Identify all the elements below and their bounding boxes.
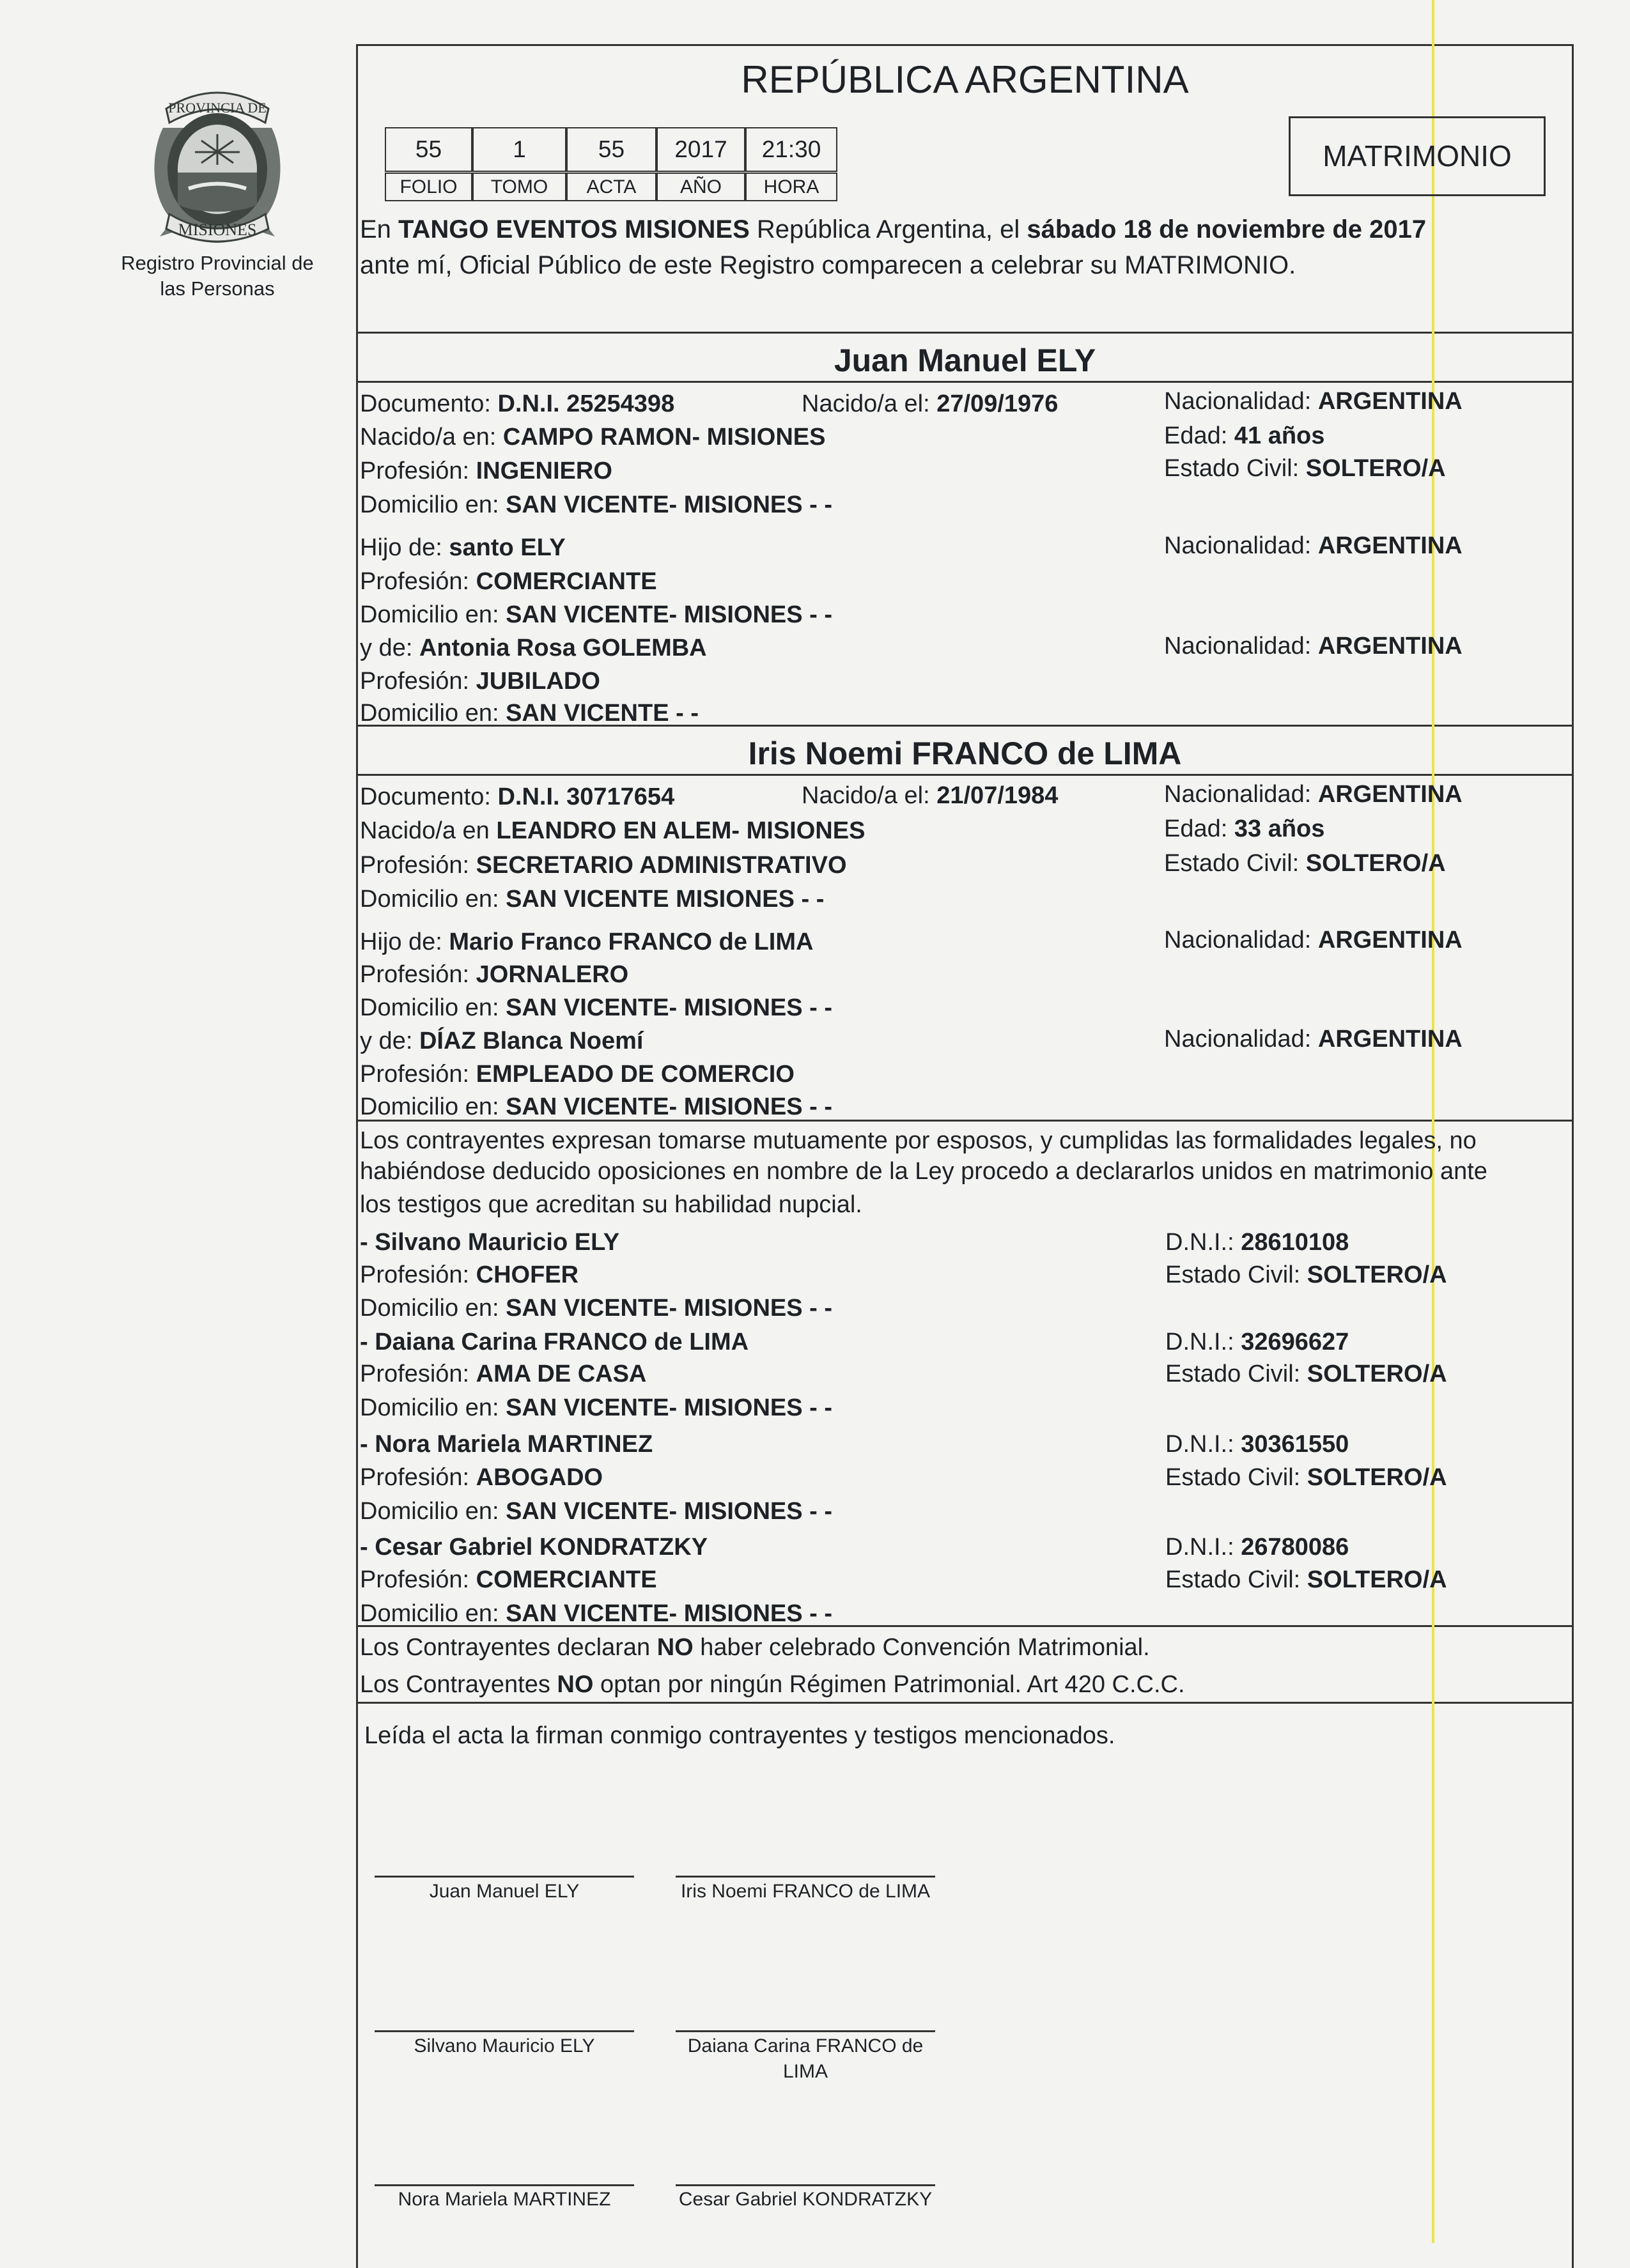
signature-line <box>375 2030 634 2032</box>
spouse2-birth-date: Nacido/a el: 21/07/1984 <box>802 782 1059 809</box>
signature-line <box>375 2184 634 2186</box>
witness-2-civil-status: Estado Civil: SOLTERO/A <box>1165 1361 1447 1387</box>
spouse1-birth-date: Nacido/a el: 27/09/1976 <box>802 390 1059 417</box>
spouse2-mother: y de: DÍAZ Blanca Noemí <box>360 1028 644 1054</box>
spouse1-father-nationality: Nacionalidad: ARGENTINA <box>1164 532 1463 559</box>
anio-label: AÑO <box>656 173 745 201</box>
declaration-line-3: los testigos que acreditan su habilidad nupcial. <box>360 1191 862 1218</box>
signature-witness-4: Cesar Gabriel KONDRATZKY <box>678 2189 933 2210</box>
signature-spouse2: Iris Noemi FRANCO de LIMA <box>680 1881 931 1902</box>
folio-label: FOLIO <box>385 173 472 201</box>
spouse1-mother: y de: Antonia Rosa GOLEMBA <box>360 635 707 661</box>
seal-text-top: PROVINCIA DE <box>168 100 267 116</box>
spouse2-nationality: Nacionalidad: ARGENTINA <box>1164 781 1463 808</box>
witness-4-address: Domicilio en: SAN VICENTE- MISIONES - - <box>360 1600 832 1627</box>
province-seal-logo <box>137 83 297 249</box>
spouse1-profession: Profesión: INGENIERO <box>360 458 612 484</box>
signature-line <box>375 1876 634 1878</box>
highlighter-mark <box>1432 0 1434 2243</box>
signature-witness-1: Silvano Mauricio ELY <box>414 2035 595 2056</box>
witness-3-address: Domicilio en: SAN VICENTE- MISIONES - - <box>360 1498 832 1525</box>
hora-value: 21:30 <box>745 127 837 172</box>
seal-text-bottom: MISIONES <box>178 220 257 239</box>
spouse2-father-profession: Profesión: JORNALERO <box>360 961 629 988</box>
anio-value: 2017 <box>656 127 745 172</box>
witness-2-profession: Profesión: AMA DE CASA <box>360 1361 647 1387</box>
spouse2-father: Hijo de: Mario Franco FRANCO de LIMA <box>360 929 814 955</box>
spouse2-age: Edad: 33 años <box>1164 815 1325 842</box>
spouse2-name: Iris Noemi FRANCO de LIMA <box>748 736 1182 771</box>
spouse1-name: Juan Manuel ELY <box>834 343 1096 378</box>
intro-line-1: En TANGO EVENTOS MISIONES República Argentina, el sábado 18 de noviembre de 2017 <box>360 215 1427 243</box>
registry-label: Registro Provincial de las Personas <box>121 252 314 300</box>
spouse1-document: Documento: D.N.I. 25254398 <box>360 390 675 417</box>
witness-3-civil-status: Estado Civil: SOLTERO/A <box>1165 1464 1447 1491</box>
witness-3-profession: Profesión: ABOGADO <box>360 1464 603 1491</box>
signature-line <box>676 1876 935 1878</box>
spouse2-civil-status: Estado Civil: SOLTERO/A <box>1164 850 1446 877</box>
spouse2-mother-profession: Profesión: EMPLEADO DE COMERCIO <box>360 1061 795 1088</box>
signature-witness-3: Nora Mariela MARTINEZ <box>398 2189 611 2210</box>
witness-4-name: - Cesar Gabriel KONDRATZKY <box>360 1534 708 1561</box>
signature-line <box>676 2030 935 2032</box>
witness-3-dni: D.N.I.: 30361550 <box>1165 1431 1349 1458</box>
witness-3-name: - Nora Mariela MARTINEZ <box>360 1431 653 1458</box>
witness-1-civil-status: Estado Civil: SOLTERO/A <box>1165 1261 1447 1288</box>
spouse1-mother-address: Domicilio en: SAN VICENTE - - <box>360 700 699 727</box>
spouse1-mother-nationality: Nacionalidad: ARGENTINA <box>1164 633 1463 660</box>
witness-1-dni: D.N.I.: 28610108 <box>1165 1229 1349 1256</box>
spouse2-mother-nationality: Nacionalidad: ARGENTINA <box>1164 1026 1463 1053</box>
acta-label: ACTA <box>566 173 656 201</box>
divider <box>356 381 1574 383</box>
closing-statement: Leída el acta la firman conmigo contrayentes y testigos mencionados. <box>364 1722 1115 1749</box>
divider <box>356 1702 1574 1704</box>
witness-1-address: Domicilio en: SAN VICENTE- MISIONES - - <box>360 1295 832 1322</box>
spouse2-profession: Profesión: SECRETARIO ADMINISTRATIVO <box>360 852 847 879</box>
witness-2-address: Domicilio en: SAN VICENTE- MISIONES - - <box>360 1394 832 1421</box>
witness-4-civil-status: Estado Civil: SOLTERO/A <box>1165 1566 1447 1593</box>
spouse2-mother-address: Domicilio en: SAN VICENTE- MISIONES - - <box>360 1093 832 1120</box>
spouse1-father: Hijo de: santo ELY <box>360 534 566 561</box>
divider <box>356 332 1574 334</box>
witness-2-dni: D.N.I.: 32696627 <box>1165 1329 1349 1355</box>
spouse1-father-address: Domicilio en: SAN VICENTE- MISIONES - - <box>360 601 832 628</box>
spouse2-birthplace: Nacido/a en LEANDRO EN ALEM- MISIONES <box>360 817 865 844</box>
witness-4-profession: Profesión: COMERCIANTE <box>360 1566 657 1593</box>
spouse2-father-nationality: Nacionalidad: ARGENTINA <box>1164 927 1463 953</box>
spouse1-civil-status: Estado Civil: SOLTERO/A <box>1164 455 1446 482</box>
signature-spouse1: Juan Manuel ELY <box>429 1881 580 1902</box>
witness-1-name: - Silvano Mauricio ELY <box>360 1229 620 1256</box>
spouse1-nationality: Nacionalidad: ARGENTINA <box>1164 388 1463 415</box>
spouse2-document: Documento: D.N.I. 30717654 <box>360 783 675 810</box>
signature-witness-2: Daiana Carina FRANCO de LIMA <box>687 2035 924 2082</box>
spouse1-age: Edad: 41 años <box>1164 422 1325 449</box>
spouse2-address: Domicilio en: SAN VICENTE MISIONES - - <box>360 886 825 913</box>
spouse1-birthplace: Nacido/a en: CAMPO RAMON- MISIONES <box>360 424 826 451</box>
spouse1-mother-profession: Profesión: JUBILADO <box>360 668 600 695</box>
hora-label: HORA <box>745 173 837 201</box>
signature-line <box>676 2184 935 2186</box>
tomo-value: 1 <box>472 127 566 172</box>
spouse1-address: Domicilio en: SAN VICENTE- MISIONES - - <box>360 491 832 518</box>
divider <box>356 774 1574 776</box>
folio-value: 55 <box>385 127 472 172</box>
spouse1-father-profession: Profesión: COMERCIANTE <box>360 568 657 595</box>
witness-2-name: - Daiana Carina FRANCO de LIMA <box>360 1329 749 1355</box>
witness-1-profession: Profesión: CHOFER <box>360 1261 579 1288</box>
record-type-box: MATRIMONIO <box>1289 116 1546 196</box>
acta-value: 55 <box>566 127 656 172</box>
intro-line-2: ante mí, Oficial Público de este Registro comparecen a celebrar su MATRIMONIO. <box>360 251 1296 279</box>
spouse2-father-address: Domicilio en: SAN VICENTE- MISIONES - - <box>360 994 832 1021</box>
tomo-label: TOMO <box>472 173 566 201</box>
declaration-line-2: habiéndose deducido oposiciones en nombre de la Ley procedo a declararlos unidos en matrimonio ante <box>360 1158 1487 1185</box>
convention-line-2: Los Contrayentes NO optan por ningún Régimen Patrimonial. Art 420 C.C.C. <box>360 1671 1185 1698</box>
convention-line-1: Los Contrayentes declaran NO haber celebrado Convención Matrimonial. <box>360 1634 1150 1661</box>
witness-4-dni: D.N.I.: 26780086 <box>1165 1534 1349 1561</box>
declaration-line-1: Los contrayentes expresan tomarse mutuamente por esposos, y cumplidas las formalidades legales, no <box>360 1127 1477 1154</box>
document-title: REPÚBLICA ARGENTINA <box>741 58 1189 101</box>
